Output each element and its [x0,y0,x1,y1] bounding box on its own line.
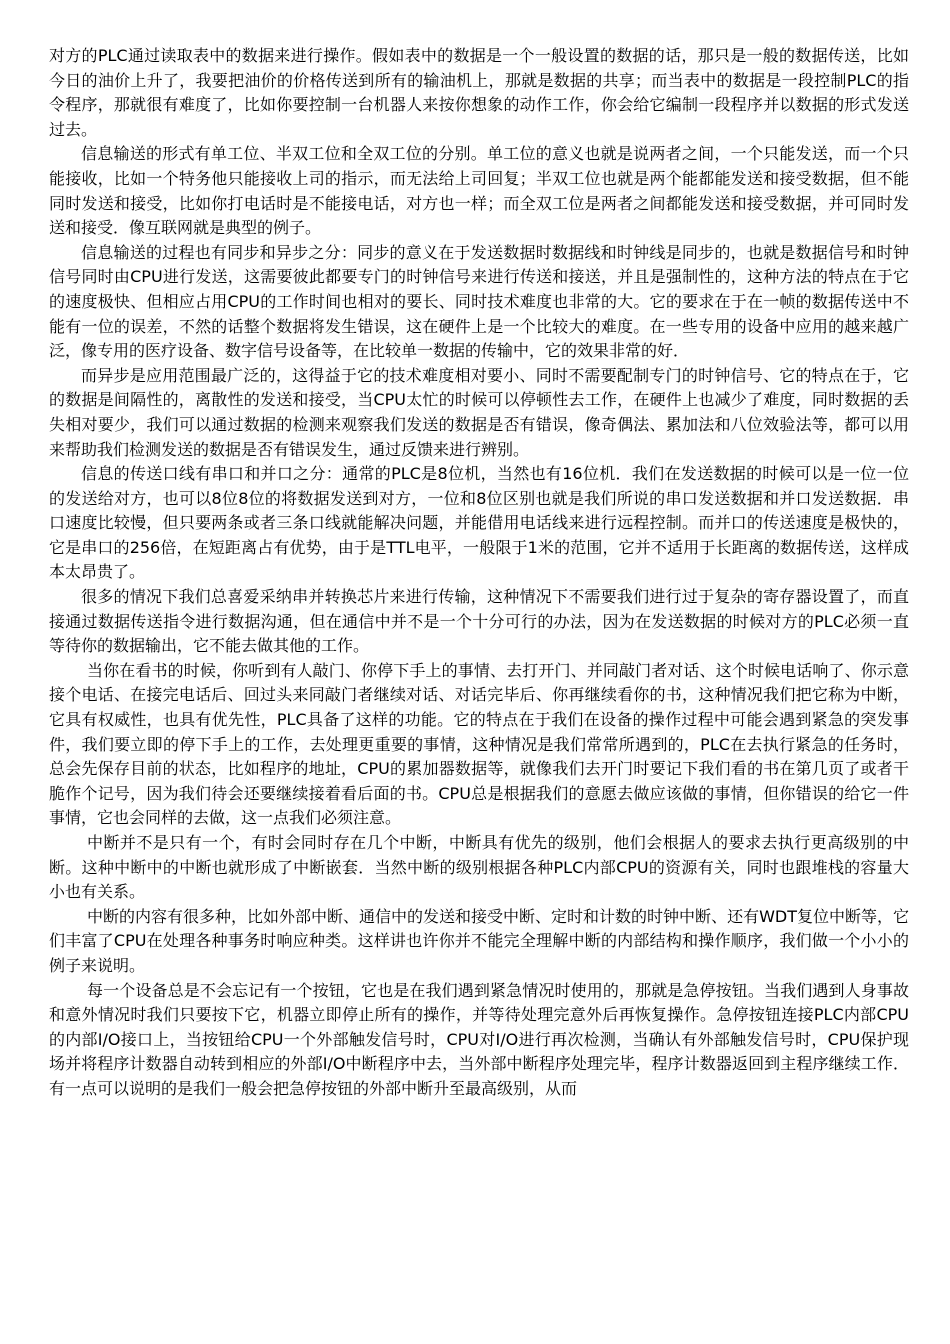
paragraph-interrupt-analogy: 当你在看书的时候，你听到有人敲门、你停下手上的事情、去打开门、并同敲门者对话、这个时候电话响了、你示意接个电话、在接完电话后、回过头来同敲门者继续对话、对话完毕后、你再继续看你的书，这种情况我们把它称为中断，它具有权威性，也具有优先性，PLC具备了这样的功能。它的特点在于我们在设备的操作过程中可能会遇到紧急的突发事件，我们要立即的停下手上的工作，去处理更重要的事情，这种情况是我们常常所遇到的，PLC在去执行紧急的任务时，总会先保存目前的状态，比如程序的地址，CPU的累加器数据等，就像我们去开门时要记下我们看的书在第几页了或者干脆作个记号，因为我们待会还要继续接着看后面的书。CPU总是根据我们的意愿去做应该做的事情，但你错误的给它一件事情，它也会同样的去做，这一点我们必须注意。 [49,660,909,828]
paragraph-plc-data-sharing: 对方的PLC通过读取表中的数据来进行操作。假如表中的数据是一个一般设置的数据的话，那只是一般的数据传送，比如今日的油价上升了，我要把油价的价格传送到所有的输油机上，那就是数据的共享；而当表中的数据是一段控制PLC的指令程序，那就很有难度了，比如你要控制一台机器人来按你想象的动作工作，你会给它编制一段程序并以数据的形式发送过去。 [49,46,909,139]
paragraph-interrupt-nesting: 中断并不是只有一个，有时会同时存在几个中断，中断具有优先的级别，他们会根据人的要求去执行更高级别的中断。这种中断中的中断也就形成了中断嵌套．当然中断的级别根据各种PLC内部CPU的资源有关，同时也跟堆栈的容量大小也有关系。 [49,833,909,902]
paragraph-emergency-stop: 每一个设备总是不会忘记有一个按钮，它也是在我们遇到紧急情况时使用的，那就是急停按钮。当我们遇到人身事故和意外情况时我们只要按下它，机器立即停止所有的操作，并等待处理完意外后再恢复操作。急停按钮连接PLC内部CPU的内部I/O接口上，当按钮给CPU一个外部触发信号时，CPU对I/O进行再次检测，当确认有外部触发信号时，CPU保护现场并将程序计数器自动转到相应的外部I/O中断程序中去，当外部中断程序处理完毕，程序计数器返回到主程序继续工作．有一点可以说明的是我们一般会把急停按钮的外部中断升至最高级别，从而 [49,980,909,1098]
paragraph-interrupt-types: 中断的内容有很多种，比如外部中断、通信中的发送和接受中断、定时和计数的时钟中断、还有WDT复位中断等，它们丰富了CPU在处理各种事务时响应种类。这样讲也许你并不能完全理解中断的内部结构和操作顺序，我们做一个小小的例子来说明。 [49,906,909,975]
paragraph-serial-parallel: 信息的传送口线有串口和并口之分：通常的PLC是8位机，当然也有16位机．我们在发送数据的时候可以是一位一位的发送给对方，也可以8位8位的将数据发送到对方，一位和8位区别也就是我们所说的串口发送数据和并口发送数据．串口速度比较慢，但只要两条或者三条口线就能解决问题，并能借用电话线来进行远程控制。而并口的传送速度是极快的，它是串口的256倍，在短距离占有优势，由于是TTL电平，一般限于1米的范围，它并不适用于长距离的数据传送，这样成本太昂贵了。 [49,464,909,582]
paragraph-converter-chip: 很多的情况下我们总喜爱采纳串并转换芯片来进行传输，这种情况下不需要我们进行过于复杂的寄存器设置了，而直接通过数据传送指令进行数据沟通，但在通信中并不是一个十分可行的办法，因为在发送数据的时候对方的PLC必须一直等待你的数据输出，它不能去做其他的工作。 [49,587,909,656]
document-page [49,44,909,1102]
paragraph-async-transfer: 而异步是应用范围最广泛的，这得益于它的技术难度相对要小、同时不需要配制专门的时钟信号、它的特点在于，它的数据是间隔性的，离散性的发送和接受，当CPU太忙的时候可以停顿性去工作，在硬件上也减少了难度，同时数据的丢失相对要少，我们可以通过数据的检测来观察我们发送的数据是否有错误，像奇偶法、累加法和八位效验法等，都可以用来帮助我们检测发送的数据是否有错误发生，通过反馈来进行辨别。 [49,365,909,459]
paragraph-sync-transfer: 信息输送的过程也有同步和异步之分：同步的意义在于发送数据时数据线和时钟线是同步的，也就是数据信号和时钟信号同时由CPU进行发送，这需要彼此都要专门的时钟信号来进行传送和接送，并且是强制性的，这种方法的特点在于它的速度极快、但相应占用CPU的工作时间也相对的要长、同时技术难度也非常的大。它的要求在于在一帧的数据传送中不能有一位的误差，不然的话整个数据将发生错误，这在硬件上是一个比较大的难度。在一些专用的设备中应用的越来越广泛，像专用的医疗设备、数字信号设备等，在比较单一数据的传输中，它的效果非常的好． [49,242,909,361]
paragraph-duplex-modes: 信息输送的形式有单工位、半双工位和全双工位的分别。单工位的意义也就是说两者之间，一个只能发送，而一个只能接收，比如一个特务他只能接收上司的指示，而无法给上司回复；半双工位也就是两个能都能发送和接受数据，但不能同时发送和接受，比如你打电话时是不能接电话，对方也一样；而全双工位是两者之间都能发送和接受数据，并可同时发送和接受．像互联网就是典型的例子。 [49,144,909,238]
